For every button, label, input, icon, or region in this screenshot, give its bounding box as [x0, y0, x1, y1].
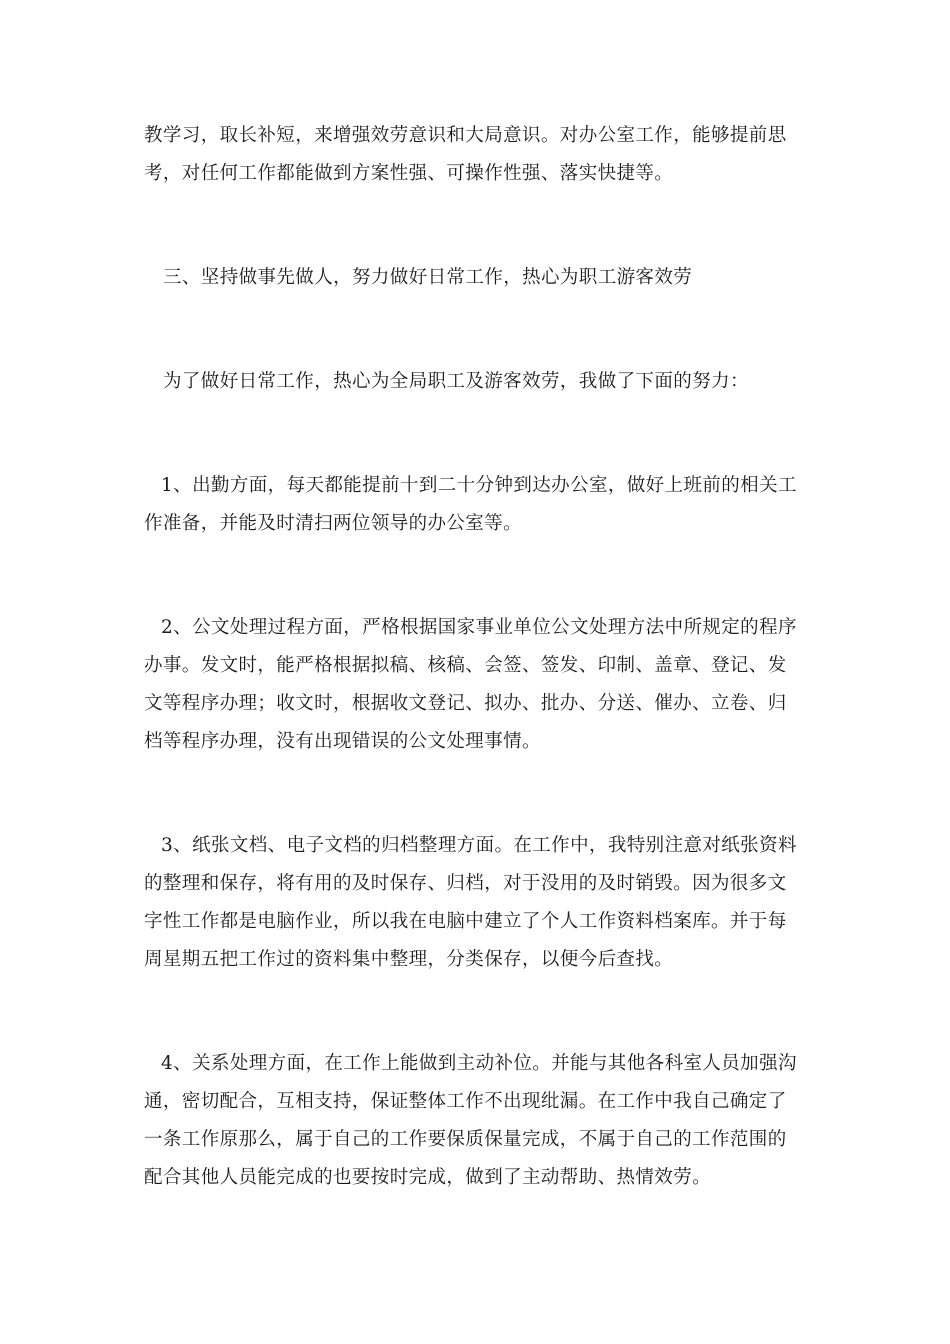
item-3-line: 字性工作都是电脑作业，所以我在电脑中建立了个人工作资料档案库。并于每	[144, 911, 787, 932]
item-3-line: 3、纸张文档、电子文档的归档整理方面。在工作中，我特别注意对纸张资料	[161, 835, 797, 856]
item-2-line: 档等程序办理，没有出现错误的公文处理事情。	[144, 731, 541, 752]
paragraph-line: 考，对任何工作都能做到方案性强、可操作性强、落实快捷等。	[144, 163, 674, 184]
paragraph-line: 教学习，取长补短，来增强效劳意识和大局意识。对办公室工作，能够提前思	[144, 125, 787, 146]
item-3-line: 的整理和保存，将有用的及时保存、归档，对于没用的及时销毁。因为很多文	[144, 873, 787, 894]
intro-paragraph: 为了做好日常工作，热心为全局职工及游客效劳，我做了下面的努力：	[163, 371, 749, 392]
section-heading: 三、坚持做事先做人，努力做好日常工作，热心为职工游客效劳	[163, 267, 693, 288]
item-1-line: 作准备，并能及时清扫两位领导的办公室等。	[144, 513, 523, 534]
item-3-line: 周星期五把工作过的资料集中整理，分类保存，以便今后查找。	[144, 949, 674, 970]
item-4-line: 通，密切配合，互相支持，保证整体工作不出现纰漏。在工作中我自己确定了	[144, 1091, 787, 1112]
item-1-line: 1、出勤方面，每天都能提前十到二十分钟到达办公室，做好上班前的相关工	[161, 475, 797, 496]
item-2-line: 文等程序办理；收文时，根据收文登记、拟办、批办、分送、催办、立卷、归	[144, 693, 787, 714]
item-4-line: 配合其他人员能完成的也要按时完成，做到了主动帮助、热情效劳。	[144, 1167, 712, 1188]
item-4-line: 4、关系处理方面，在工作上能做到主动补位。并能与其他各科室人员加强沟	[161, 1053, 797, 1074]
item-4-line: 一条工作原那么，属于自己的工作要保质保量完成，不属于自己的工作范围的	[144, 1129, 787, 1150]
item-2-line: 2、公文处理过程方面，严格根据国家事业单位公文处理方法中所规定的程序	[161, 617, 797, 638]
item-2-line: 办事。发文时，能严格根据拟稿、核稿、会签、签发、印制、盖章、登记、发	[144, 655, 787, 676]
